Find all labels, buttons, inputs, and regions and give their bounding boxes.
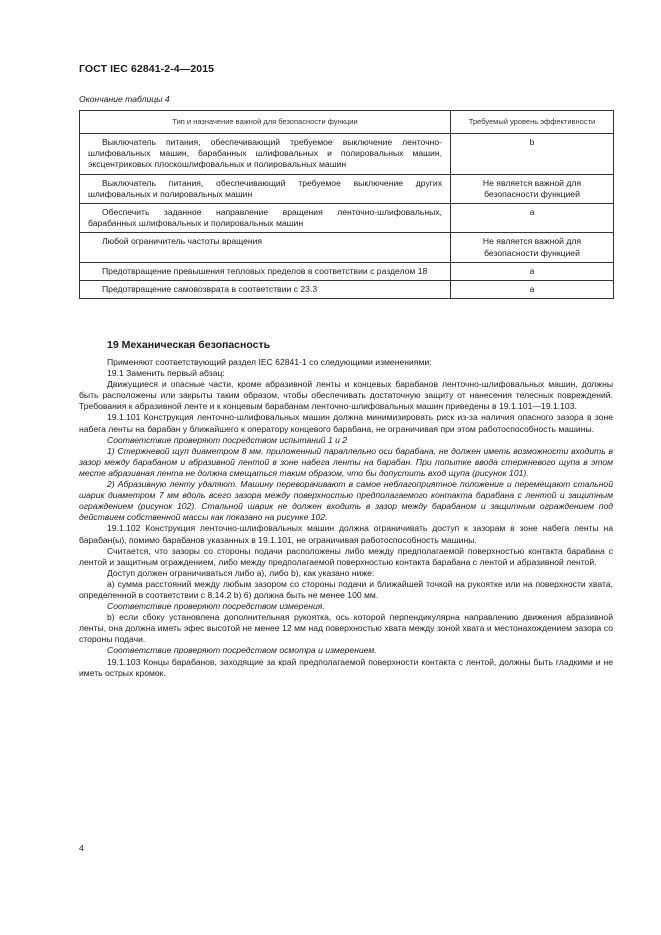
cell-level: Не является важной для безопасности функцией <box>451 174 614 203</box>
section-body <box>79 338 613 679</box>
compliance-note: Соответствие проверяют посредством измерения. <box>107 601 325 612</box>
page-number: 4 <box>79 843 84 853</box>
paragraph: 19.1.101 Конструкция ленточно-шлифовальных машин должна минимизировать риск из-за наличия опасного зазора в зоне набега ленты на барабан у ближайшего к оператору концевого барабана, не ограничивая при этом работоспособность машины. <box>79 412 613 434</box>
paragraph: Доступ должен ограничиваться либо a), либо b), как указано ниже: <box>107 567 375 578</box>
paragraph: 19.1.103 Концы барабанов, заходящие за край предполагаемой поверхности контакта с лентой, должны быть гладкими и не иметь острых кромок. <box>79 656 613 678</box>
paragraph: Считается, что зазоры со стороны подачи расположены либо между предполагаемой поверхностью контакта барабана с лентой и защитным ограждением, либо между предполагаемой поверхностью контакта барабана с лентой и абразивной лентой. <box>79 545 613 567</box>
table-row <box>80 174 614 203</box>
paragraph: a) сумма расстояний между любым зазором со стороны подачи и ближайшей точкой на рукоятке или на поверхности хвата, определенной в соответствии с 8.14.2 b) 6) должна быть не менее 100 мм. <box>79 578 613 600</box>
cell-level: a <box>451 262 614 280</box>
paragraph: b) если сбоку установлена дополнительная рукоятка, ось которой перпендикулярна направлению движения абразивной ленты, она должна иметь эфес высотой не менее 12 мм над поверхностью хвата между зоной хвата и местонахождением зазора со стороны подачи. <box>79 612 613 645</box>
test-description: 1) Стержневой щуп диаметром 8 мм, приложенный параллельно оси барабана, не должен иметь возможности входить в зазор между барабаном и абразивной лентой в зоне набега ленты на барабан. При попытке ввода стержневого щупа в этом месте абразивная лента не должна смещаться таким образом, что бы допустить вход щупа (рисунок 101). <box>79 445 613 478</box>
table-row <box>80 204 614 233</box>
section-title: 19 Механическая безопасность <box>107 339 271 351</box>
cell-level: Не является важной для безопасности функцией <box>451 233 614 262</box>
paragraph: Движущиеся и опасные части, кроме абразивной ленты и концевых барабанов ленточно-шлифовальных машин, должны быть расположены или закрыты таким образом, чтобы обеспечивать достаточную защиту от нанесения телесных повреждений. Требования к абразивной ленте и к концевым барабанам ленточно-шлифовальных машин приведены в 19.1.101—19.1.103. <box>79 379 613 412</box>
table-row <box>80 262 614 280</box>
paragraph: 19.1 Заменить первый абзац: <box>107 368 225 379</box>
cell-level: a <box>451 204 614 233</box>
cell-function: Предотвращение превышения тепловых пределов в соответствии с разделом 18 <box>80 262 451 280</box>
compliance-note: Соответствие проверяют посредством испытаний 1 и 2 <box>107 434 348 445</box>
table-caption: Окончание таблицы 4 <box>79 94 170 104</box>
cell-level: b <box>451 134 614 175</box>
column-header-function: Тип и назначение важной для безопасности функции <box>80 111 451 134</box>
table-4 <box>79 110 614 299</box>
table-header-row <box>80 111 614 134</box>
column-header-level: Требуемый уровень эффективности <box>451 111 614 134</box>
test-description: 2) Абразивную ленту удаляют. Машину переворачивают в самое неблагоприятное положение и перемещают стальной шарик диаметром 7 мм вдоль всего зазора между поверхностью предполагаемого контакта барабана с лентой и защитным ограждением (рисунок 102). Стальной шарик не должен входить в зазор между барабаном и защитным ограждением под действием собственной массы как показано на рисунке 102. <box>79 479 613 523</box>
paragraph: Применяют соответствующий раздел IEC 62841-1 со следующими изменениями: <box>107 357 432 367</box>
cell-function: Выключатель питания, обеспечивающий требуемое выключение ленточно-шлифовальных машин, барабанных шлифовальных и полировальных машин, эксцентриковых плоскошлифовальных и полировальных машин <box>80 134 451 175</box>
table-row <box>80 281 614 299</box>
cell-function: Любой ограничитель частоты вращения <box>80 233 451 262</box>
table-row <box>80 233 614 262</box>
table-row <box>80 134 614 175</box>
cell-function: Обеспечить заданное направление вращения ленточно-шлифовальных, барабанных шлифовальных и полировальных машин <box>80 204 451 233</box>
cell-function: Выключатель питания, обеспечивающий требуемое выключение других шлифовальных и полировальных машин <box>80 174 451 203</box>
cell-level: a <box>451 281 614 299</box>
standard-designation: ГОСТ IEC 62841-2-4—2015 <box>79 63 215 75</box>
paragraph: 19.1.102 Конструкция ленточно-шлифовальных машин должна ограничивать доступ к зазорам в зоне набега ленты на барабан(ы), помимо барабанов указанных в 19.1.101, не ограничивая работоспособность машины. <box>79 523 613 545</box>
cell-function: Предотвращение самовозврата в соответствии с 23.3 <box>80 281 451 299</box>
compliance-note: Соответствие проверяют посредством осмотра и измерением. <box>107 645 377 656</box>
